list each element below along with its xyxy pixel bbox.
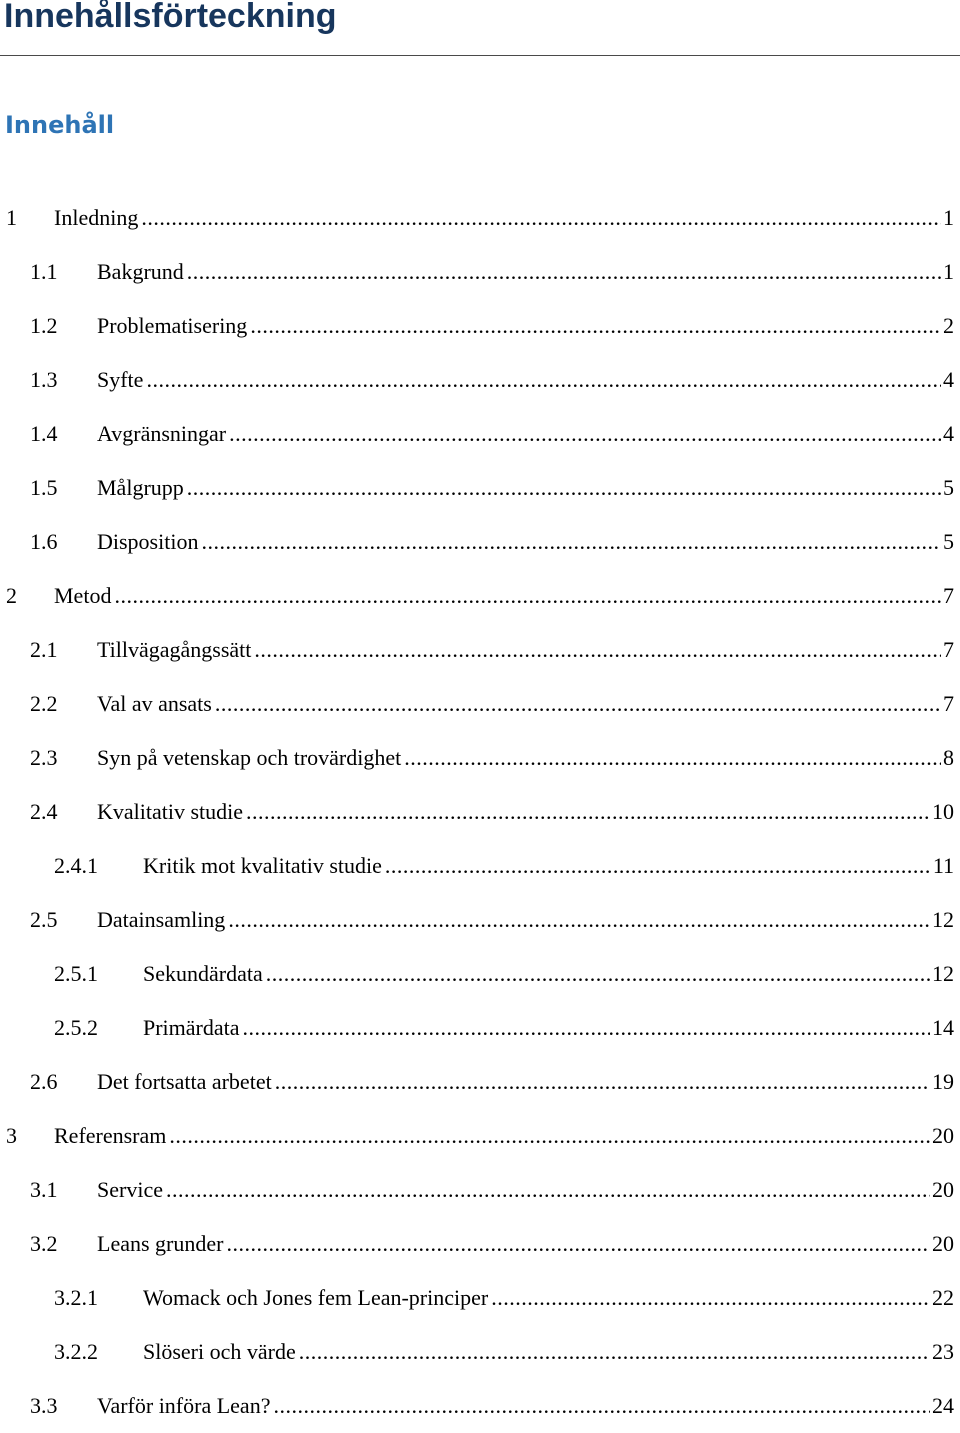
toc-entry-number: 1.3 xyxy=(30,367,58,392)
toc-entry-page-number: 8 xyxy=(943,745,954,770)
toc-entry-2-4[interactable] xyxy=(0,785,960,839)
toc-entry-number: 2.3 xyxy=(30,745,58,770)
toc-entry-page-number: 19 xyxy=(932,1069,954,1094)
toc-entry-page-number: 4 xyxy=(943,421,954,446)
toc-entry-page-number: 5 xyxy=(943,475,954,500)
toc-entry-3-3[interactable] xyxy=(0,1379,960,1433)
toc-entry-number: 1.4 xyxy=(30,421,58,446)
toc-dot-leader xyxy=(404,745,941,771)
toc-entry-number: 1.6 xyxy=(30,529,58,554)
table-of-contents xyxy=(0,191,960,1433)
toc-entry-1-6[interactable] xyxy=(0,515,960,569)
toc-dot-leader xyxy=(275,1069,930,1095)
document-title: Innehållsförteckning xyxy=(4,0,337,35)
toc-entry-label: Slöseri och värde xyxy=(143,1339,296,1364)
toc-entry-label: Kritik mot kvalitativ studie xyxy=(143,853,382,878)
toc-entry-label: Womack och Jones fem Lean-principer xyxy=(143,1285,489,1310)
toc-entry-label: Problematisering xyxy=(97,313,248,338)
toc-entry-number: 1 xyxy=(6,205,17,230)
toc-entry-page-number: 10 xyxy=(932,799,954,824)
toc-entry-3-2[interactable] xyxy=(0,1217,960,1271)
toc-entry-label: Val av ansats xyxy=(97,691,212,716)
toc-entry-page-number: 20 xyxy=(932,1123,954,1148)
toc-dot-leader xyxy=(254,637,941,663)
toc-dot-leader xyxy=(166,1177,930,1203)
toc-entry-page-number: 1 xyxy=(943,259,954,284)
toc-entry-page-number: 1 xyxy=(943,205,954,230)
toc-entry-page-number: 22 xyxy=(932,1285,954,1310)
toc-entry-number: 3 xyxy=(6,1123,17,1148)
toc-entry-2-4-1[interactable] xyxy=(0,839,960,893)
toc-entry-label: Tillvägagångssätt xyxy=(97,637,252,662)
toc-entry-number: 3.1 xyxy=(30,1177,58,1202)
toc-entry-page-number: 20 xyxy=(932,1231,954,1256)
toc-entry-page-number: 7 xyxy=(943,583,954,608)
toc-entry-1-2[interactable] xyxy=(0,299,960,353)
toc-entry-label: Syfte xyxy=(97,367,144,392)
toc-dot-leader xyxy=(246,799,930,825)
toc-entry-2-6[interactable] xyxy=(0,1055,960,1109)
toc-dot-leader xyxy=(169,1123,930,1149)
toc-dot-leader xyxy=(215,691,941,717)
toc-entry-1-5[interactable] xyxy=(0,461,960,515)
toc-entry-1-4[interactable] xyxy=(0,407,960,461)
toc-entry-page-number: 5 xyxy=(943,529,954,554)
toc-entry-2-5-1[interactable] xyxy=(0,947,960,1001)
toc-dot-leader xyxy=(226,1231,930,1257)
toc-dot-leader xyxy=(141,205,941,231)
toc-entry-page-number: 12 xyxy=(932,961,954,986)
toc-entry-label: Datainsamling xyxy=(97,907,226,932)
toc-dot-leader xyxy=(146,367,941,393)
toc-entry-label: Kvalitativ studie xyxy=(97,799,244,824)
toc-entry-number: 3.2.1 xyxy=(54,1285,98,1310)
toc-entry-2-3[interactable] xyxy=(0,731,960,785)
toc-dot-leader xyxy=(187,259,941,285)
toc-entry-number: 2 xyxy=(6,583,17,608)
toc-entry-number: 3.2.2 xyxy=(54,1339,98,1364)
toc-entry-3[interactable] xyxy=(0,1109,960,1163)
toc-entry-page-number: 24 xyxy=(932,1393,954,1418)
toc-entry-page-number: 14 xyxy=(932,1015,954,1040)
toc-entry-3-1[interactable] xyxy=(0,1163,960,1217)
toc-entry-label: Syn på vetenskap och trovärdighet xyxy=(97,745,402,770)
toc-dot-leader xyxy=(491,1285,930,1311)
toc-entry-label: Sekundärdata xyxy=(143,961,263,986)
toc-dot-leader xyxy=(114,583,941,609)
toc-entry-2-2[interactable] xyxy=(0,677,960,731)
toc-dot-leader xyxy=(266,961,930,987)
toc-entry-page-number: 12 xyxy=(932,907,954,932)
toc-entry-number: 2.5 xyxy=(30,907,58,932)
toc-entry-2[interactable] xyxy=(0,569,960,623)
toc-entry-2-5-2[interactable] xyxy=(0,1001,960,1055)
toc-entry-page-number: 20 xyxy=(932,1177,954,1202)
toc-entry-label: Service xyxy=(97,1177,163,1202)
toc-entry-label: Metod xyxy=(54,583,112,608)
toc-entry-number: 3.3 xyxy=(30,1393,58,1418)
toc-entry-number: 1.2 xyxy=(30,313,58,338)
toc-entry-page-number: 7 xyxy=(943,691,954,716)
toc-entry-1-3[interactable] xyxy=(0,353,960,407)
toc-entry-label: Avgränsningar xyxy=(97,421,227,446)
toc-entry-page-number: 23 xyxy=(932,1339,954,1364)
toc-entry-number: 2.5.1 xyxy=(54,961,98,986)
toc-dot-leader xyxy=(187,475,941,501)
toc-entry-number: 1.1 xyxy=(30,259,58,284)
toc-entry-page-number: 4 xyxy=(943,367,954,392)
toc-dot-leader xyxy=(229,421,941,447)
toc-entry-number: 2.2 xyxy=(30,691,58,716)
toc-entry-number: 2.4 xyxy=(30,799,58,824)
toc-entry-number: 2.1 xyxy=(30,637,58,662)
toc-entry-label: Inledning xyxy=(54,205,139,230)
toc-entry-number: 1.5 xyxy=(30,475,58,500)
toc-dot-leader xyxy=(201,529,941,555)
toc-entry-1[interactable] xyxy=(0,191,960,245)
toc-entry-label: Referensram xyxy=(54,1123,167,1148)
toc-entry-number: 2.5.2 xyxy=(54,1015,98,1040)
toc-dot-leader xyxy=(385,853,931,879)
toc-entry-label: Disposition xyxy=(97,529,199,554)
toc-entry-label: Bakgrund xyxy=(97,259,184,284)
toc-entry-number: 2.4.1 xyxy=(54,853,98,878)
toc-entry-label: Det fortsatta arbetet xyxy=(97,1069,272,1094)
toc-entry-1-1[interactable] xyxy=(0,245,960,299)
toc-entry-number: 2.6 xyxy=(30,1069,58,1094)
toc-entry-label: Målgrupp xyxy=(97,475,184,500)
toc-entry-page-number: 11 xyxy=(932,853,954,878)
toc-dot-leader xyxy=(273,1393,930,1419)
title-divider xyxy=(0,55,960,56)
toc-entry-label: Primärdata xyxy=(143,1015,240,1040)
toc-dot-leader xyxy=(243,1015,930,1041)
toc-entry-2-5[interactable] xyxy=(0,893,960,947)
toc-entry-label: Leans grunder xyxy=(97,1231,224,1256)
toc-dot-leader xyxy=(299,1339,930,1365)
toc-heading: Innehåll xyxy=(5,111,115,139)
toc-entry-page-number: 2 xyxy=(943,313,954,338)
toc-entry-2-1[interactable] xyxy=(0,623,960,677)
toc-entry-label: Varför införa Lean? xyxy=(97,1393,271,1418)
toc-dot-leader xyxy=(228,907,930,933)
toc-entry-page-number: 7 xyxy=(943,637,954,662)
toc-dot-leader xyxy=(250,313,941,339)
toc-entry-3-2-1[interactable] xyxy=(0,1271,960,1325)
toc-entry-3-2-2[interactable] xyxy=(0,1325,960,1379)
toc-entry-number: 3.2 xyxy=(30,1231,58,1256)
